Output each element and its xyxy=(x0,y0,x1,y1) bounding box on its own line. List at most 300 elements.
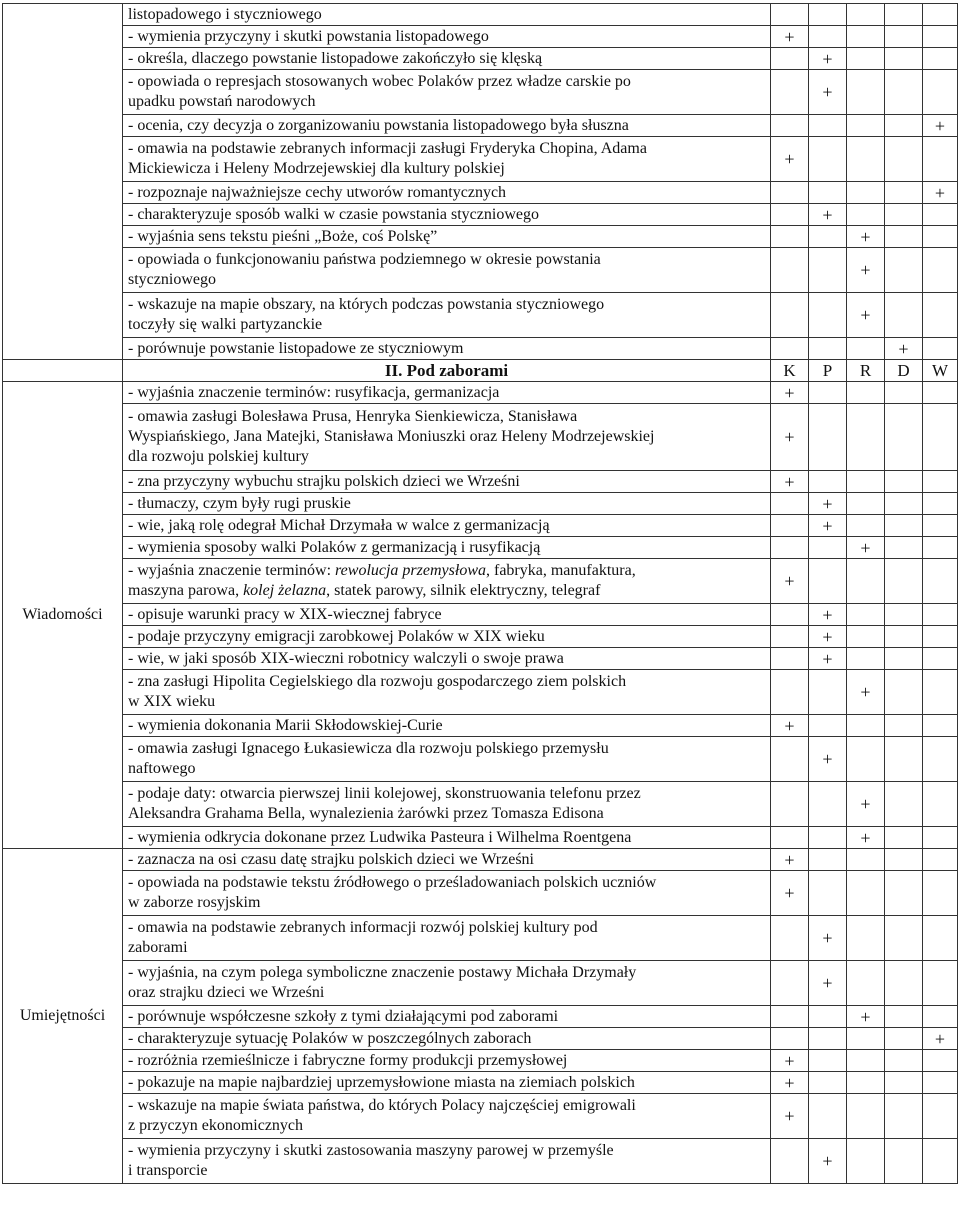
level-cell-empty xyxy=(923,338,958,360)
level-mark-k: + xyxy=(771,715,809,737)
level-cell-empty xyxy=(809,182,847,204)
level-cell-empty xyxy=(771,916,809,961)
level-mark-p: + xyxy=(809,70,847,115)
level-mark-p: + xyxy=(809,604,847,626)
level-cell-empty xyxy=(847,493,885,515)
level-cell-empty xyxy=(771,1006,809,1028)
level-cell-empty xyxy=(885,471,923,493)
level-cell-empty xyxy=(885,515,923,537)
level-cell-empty xyxy=(923,4,958,26)
requirement-line: oraz strajku dzieci we Wrześni xyxy=(128,984,325,1001)
level-cell-empty xyxy=(885,782,923,827)
level-header-w: W xyxy=(923,360,958,382)
level-mark-k: + xyxy=(771,559,809,604)
level-cell-empty xyxy=(847,115,885,137)
requirement-line: - wymienia sposoby walki Polaków z germanizacją i rusyfikacją xyxy=(128,538,541,556)
requirement-line: - wymienia przyczyny i skutki zastosowania maszyny parowej w przemyśle xyxy=(128,1142,614,1159)
level-mark-r: + xyxy=(847,1006,885,1028)
level-cell-empty xyxy=(923,916,958,961)
level-cell-empty xyxy=(809,871,847,916)
level-cell-empty xyxy=(885,1028,923,1050)
requirement-line: Wyspiańskiego, Jana Matejki, Stanisława Moniuszki oraz Heleny Modrzejewskiej xyxy=(128,428,655,445)
table-row xyxy=(3,604,958,626)
requirement-line: - porównuje współczesne szkoły z tymi działającymi pod zaborami xyxy=(128,1007,559,1025)
level-cell-empty xyxy=(923,559,958,604)
level-cell-empty xyxy=(885,626,923,648)
level-cell-empty xyxy=(771,4,809,26)
level-cell-empty xyxy=(809,404,847,471)
requirement-line: - wymienia odkrycia dokonane przez Ludwika Pasteura i Wilhelma Roentgena xyxy=(128,828,632,846)
level-cell-empty xyxy=(885,559,923,604)
level-cell-empty xyxy=(885,293,923,338)
level-header-r: R xyxy=(847,360,885,382)
table-row xyxy=(3,26,958,48)
level-cell-empty xyxy=(923,1006,958,1028)
level-cell-empty xyxy=(809,26,847,48)
level-cell-empty xyxy=(885,849,923,871)
table-row xyxy=(3,115,958,137)
requirement-text xyxy=(123,493,771,515)
level-cell-empty xyxy=(771,961,809,1006)
level-cell-empty xyxy=(809,537,847,559)
level-cell-empty xyxy=(809,1006,847,1028)
level-mark-p: + xyxy=(809,737,847,782)
level-cell-empty xyxy=(847,471,885,493)
level-cell-empty xyxy=(923,849,958,871)
level-cell-empty xyxy=(847,604,885,626)
level-cell-empty xyxy=(847,648,885,670)
level-cell-empty xyxy=(923,737,958,782)
level-mark-w: + xyxy=(923,115,958,137)
requirement-text xyxy=(123,204,771,226)
table-row xyxy=(3,648,958,670)
requirement-line: - omawia zasługi Bolesława Prusa, Henryka Sienkiewicza, Stanisława xyxy=(128,408,578,425)
level-cell-empty xyxy=(847,26,885,48)
requirement-line: z przyczyn ekonomicznych xyxy=(128,1117,304,1134)
requirement-line: toczyły się walki partyzanckie xyxy=(128,316,323,333)
level-cell-empty xyxy=(885,1072,923,1094)
level-cell-empty xyxy=(885,1139,923,1184)
requirement-text xyxy=(123,293,771,338)
level-cell-empty xyxy=(771,115,809,137)
level-mark-p: + xyxy=(809,1139,847,1184)
requirement-line: - opisuje warunki pracy w XIX-wiecznej fabryce xyxy=(128,605,442,623)
level-mark-k: + xyxy=(771,1050,809,1072)
table-row xyxy=(3,626,958,648)
level-cell-empty xyxy=(923,782,958,827)
level-cell-empty xyxy=(809,1050,847,1072)
table-row xyxy=(3,4,958,26)
table-row xyxy=(3,48,958,70)
text-segment: maszyna parowa, xyxy=(128,582,244,599)
level-cell-empty xyxy=(923,515,958,537)
requirement-line: - porównuje powstanie listopadowe ze styczniowym xyxy=(128,339,464,357)
requirement-line: - wymienia przyczyny i skutki powstania listopadowego xyxy=(128,27,489,45)
table-row xyxy=(3,961,958,1006)
table-row xyxy=(3,493,958,515)
requirement-line: - opowiada na podstawie tekstu źródłowego o prześladowaniach polskich uczniów xyxy=(128,874,657,891)
level-cell-empty xyxy=(771,48,809,70)
requirement-line: - wskazuje na mapie świata państwa, do których Polacy najczęściej emigrowali xyxy=(128,1097,636,1114)
level-cell-empty xyxy=(847,70,885,115)
level-mark-p: + xyxy=(809,48,847,70)
level-cell-empty xyxy=(923,471,958,493)
requirement-text xyxy=(123,1050,771,1072)
level-cell-empty xyxy=(847,515,885,537)
requirement-text xyxy=(123,737,771,782)
level-cell-empty xyxy=(847,1139,885,1184)
table-row xyxy=(3,182,958,204)
requirement-line: - określa, dlaczego powstanie listopadowe zakończyło się klęską xyxy=(128,49,543,67)
level-mark-k: + xyxy=(771,1072,809,1094)
requirement-line: i transporcie xyxy=(128,1162,208,1179)
table-row xyxy=(3,404,958,471)
level-cell-empty xyxy=(809,1028,847,1050)
table-row xyxy=(3,293,958,338)
requirement-line: - omawia na podstawie zebranych informacji zasługi Fryderyka Chopina, Adama xyxy=(128,140,647,157)
level-cell-empty xyxy=(885,670,923,715)
level-cell-empty xyxy=(885,648,923,670)
level-cell-empty xyxy=(847,1050,885,1072)
level-mark-r: + xyxy=(847,782,885,827)
level-cell-empty xyxy=(923,293,958,338)
level-cell-empty xyxy=(771,648,809,670)
level-cell-empty xyxy=(809,715,847,737)
requirement-text xyxy=(123,4,771,26)
level-cell-empty xyxy=(771,70,809,115)
requirement-text xyxy=(123,137,771,182)
requirement-line: - wie, w jaki sposób XIX-wieczni robotnicy walczyli o swoje prawa xyxy=(128,649,564,667)
level-mark-k: + xyxy=(771,137,809,182)
requirement-text xyxy=(123,1006,771,1028)
level-cell-empty xyxy=(923,204,958,226)
level-cell-empty xyxy=(885,137,923,182)
table-row xyxy=(3,137,958,182)
level-cell-empty xyxy=(847,338,885,360)
requirement-text xyxy=(123,1072,771,1094)
level-cell-empty xyxy=(923,1072,958,1094)
level-cell-empty xyxy=(847,737,885,782)
table-row xyxy=(3,715,958,737)
requirement-line: - wie, jaką rolę odegrał Michał Drzymała w walce z germanizacją xyxy=(128,516,550,534)
requirement-text xyxy=(123,404,771,471)
level-cell-empty xyxy=(923,827,958,849)
level-cell-empty xyxy=(885,961,923,1006)
level-cell-empty xyxy=(809,559,847,604)
table-row xyxy=(3,782,958,827)
table-row xyxy=(3,471,958,493)
level-cell-empty xyxy=(923,26,958,48)
level-cell-empty xyxy=(809,293,847,338)
level-cell-empty xyxy=(885,204,923,226)
level-cell-empty xyxy=(923,670,958,715)
requirement-line: - opowiada o represjach stosowanych wobec Polaków przez władze carskie po xyxy=(128,73,631,90)
level-mark-k: + xyxy=(771,849,809,871)
requirement-line: - pokazuje na mapie najbardziej uprzemysłowione miasta na ziemiach polskich xyxy=(128,1073,635,1091)
requirement-text xyxy=(123,715,771,737)
level-mark-w: + xyxy=(923,182,958,204)
requirement-text xyxy=(123,648,771,670)
level-cell-empty xyxy=(923,1139,958,1184)
level-cell-empty xyxy=(885,382,923,404)
level-cell-empty xyxy=(923,961,958,1006)
table-row xyxy=(3,537,958,559)
table-row xyxy=(3,226,958,248)
level-cell-empty xyxy=(885,1006,923,1028)
requirement-text xyxy=(123,961,771,1006)
category-label: Umiejętności xyxy=(3,849,123,1184)
text-segment: , statek parowy, silnik elektryczny, telegraf xyxy=(326,582,601,599)
level-cell-empty xyxy=(923,48,958,70)
level-cell-empty xyxy=(847,849,885,871)
level-mark-p: + xyxy=(809,515,847,537)
level-cell-empty xyxy=(885,226,923,248)
requirement-text xyxy=(123,248,771,293)
level-header-p: P xyxy=(809,360,847,382)
level-cell-empty xyxy=(885,182,923,204)
level-cell-empty xyxy=(847,1072,885,1094)
level-cell-empty xyxy=(809,1094,847,1139)
level-cell-empty xyxy=(885,115,923,137)
level-cell-empty xyxy=(771,248,809,293)
level-cell-empty xyxy=(847,1028,885,1050)
requirement-text xyxy=(123,916,771,961)
requirement-line: - opowiada o funkcjonowaniu państwa podziemnego w okresie powstania xyxy=(128,251,601,268)
level-cell-empty xyxy=(885,604,923,626)
level-cell-empty xyxy=(885,70,923,115)
requirement-line: - wyjaśnia sens tekstu pieśni „Boże, coś Polskę” xyxy=(128,227,438,245)
requirement-line: - podaje daty: otwarcia pierwszej linii kolejowej, skonstruowania telefonu przez xyxy=(128,785,641,802)
level-cell-empty xyxy=(847,4,885,26)
table-row xyxy=(3,1050,958,1072)
level-cell-empty xyxy=(809,4,847,26)
level-cell-empty xyxy=(847,204,885,226)
level-cell-empty xyxy=(885,916,923,961)
level-mark-k: + xyxy=(771,404,809,471)
requirement-text xyxy=(123,471,771,493)
level-mark-r: + xyxy=(847,248,885,293)
requirement-line: w XIX wieku xyxy=(128,693,216,710)
level-mark-r: + xyxy=(847,537,885,559)
level-cell-empty xyxy=(847,1094,885,1139)
level-mark-p: + xyxy=(809,493,847,515)
level-mark-p: + xyxy=(809,961,847,1006)
level-cell-empty xyxy=(847,559,885,604)
level-cell-empty xyxy=(771,182,809,204)
level-cell-empty xyxy=(923,404,958,471)
level-cell-empty xyxy=(923,715,958,737)
level-mark-k: + xyxy=(771,382,809,404)
requirement-text xyxy=(123,338,771,360)
level-header-k: K xyxy=(771,360,809,382)
level-cell-empty xyxy=(847,182,885,204)
level-cell-empty xyxy=(809,115,847,137)
table-row xyxy=(3,559,958,604)
level-mark-k: + xyxy=(771,871,809,916)
level-cell-empty xyxy=(847,871,885,916)
section-header-blank xyxy=(3,360,123,382)
table-row xyxy=(3,515,958,537)
level-cell-empty xyxy=(809,1072,847,1094)
level-cell-empty xyxy=(923,70,958,115)
requirement-line: - omawia na podstawie zebranych informacji rozwój polskiej kultury pod xyxy=(128,919,598,936)
level-cell-empty xyxy=(809,248,847,293)
table-row xyxy=(3,916,958,961)
level-cell-empty xyxy=(847,715,885,737)
text-segment: - wyjaśnia znaczenie terminów: xyxy=(128,562,336,579)
level-cell-empty xyxy=(847,626,885,648)
level-cell-empty xyxy=(771,338,809,360)
section-title: II. Pod zaborami xyxy=(123,360,771,382)
level-cell-empty xyxy=(885,1050,923,1072)
level-cell-empty xyxy=(885,827,923,849)
level-mark-w: + xyxy=(923,1028,958,1050)
level-cell-empty xyxy=(885,737,923,782)
level-mark-r: + xyxy=(847,293,885,338)
italic-term: kolej żelazna xyxy=(243,582,327,599)
level-cell-empty xyxy=(809,338,847,360)
level-cell-empty xyxy=(923,604,958,626)
requirement-line: - wymienia dokonania Marii Skłodowskiej-Curie xyxy=(128,716,443,734)
level-mark-r: + xyxy=(847,226,885,248)
level-mark-d: + xyxy=(885,338,923,360)
text-segment: , fabryka, manufaktura, xyxy=(485,562,636,579)
level-cell-empty xyxy=(923,1094,958,1139)
requirement-line: - wyjaśnia znaczenie terminów: rusyfikacja, germanizacja xyxy=(128,383,500,401)
requirement-text xyxy=(123,849,771,871)
requirement-line: - wskazuje na mapie obszary, na których podczas powstania styczniowego xyxy=(128,296,605,313)
requirement-line: - charakteryzuje sposób walki w czasie powstania styczniowego xyxy=(128,205,539,223)
requirement-text xyxy=(123,537,771,559)
level-cell-empty xyxy=(923,626,958,648)
level-cell-empty xyxy=(771,782,809,827)
level-mark-p: + xyxy=(809,204,847,226)
level-cell-empty xyxy=(809,471,847,493)
requirement-line: - rozróżnia rzemieślnicze i fabryczne formy produkcji przemysłowej xyxy=(128,1051,568,1069)
requirement-text xyxy=(123,1094,771,1139)
requirement-text xyxy=(123,26,771,48)
requirement-text xyxy=(123,604,771,626)
table-row xyxy=(3,849,958,871)
requirement-line: listopadowego i styczniowego xyxy=(128,5,322,23)
requirement-line: - omawia zasługi Ignacego Łukasiewicza dla rozwoju polskiego przemysłu xyxy=(128,740,609,757)
requirement-text xyxy=(123,1139,771,1184)
level-cell-empty xyxy=(923,382,958,404)
table-row xyxy=(3,670,958,715)
table-row xyxy=(3,204,958,226)
requirement-line: - zaznacza na osi czasu datę strajku polskich dzieci we Wrześni xyxy=(128,850,534,868)
level-cell-empty xyxy=(809,782,847,827)
level-cell-empty xyxy=(771,537,809,559)
requirement-text xyxy=(123,782,771,827)
requirement-line: Mickiewicza i Heleny Modrzejewskiej dla kultury polskiej xyxy=(128,160,505,177)
level-cell-empty xyxy=(885,715,923,737)
level-cell-empty xyxy=(771,1028,809,1050)
level-mark-r: + xyxy=(847,827,885,849)
requirement-text xyxy=(123,515,771,537)
level-mark-k: + xyxy=(771,26,809,48)
requirement-text xyxy=(123,670,771,715)
requirement-line: w zaborze rosyjskim xyxy=(128,894,261,911)
level-cell-empty xyxy=(847,961,885,1006)
level-cell-empty xyxy=(771,226,809,248)
level-mark-p: + xyxy=(809,626,847,648)
requirement-line: naftowego xyxy=(128,760,196,777)
level-cell-empty xyxy=(923,493,958,515)
requirement-text xyxy=(123,626,771,648)
level-cell-empty xyxy=(885,26,923,48)
level-cell-empty xyxy=(771,204,809,226)
level-cell-empty xyxy=(809,137,847,182)
level-cell-empty xyxy=(847,404,885,471)
level-mark-p: + xyxy=(809,648,847,670)
curriculum-table xyxy=(2,3,958,1184)
requirement-text xyxy=(123,871,771,916)
level-cell-empty xyxy=(923,871,958,916)
level-cell-empty xyxy=(771,493,809,515)
level-mark-k: + xyxy=(771,471,809,493)
requirement-line: styczniowego xyxy=(128,271,216,288)
requirement-line: upadku powstań narodowych xyxy=(128,93,316,110)
level-cell-empty xyxy=(885,404,923,471)
requirement-text xyxy=(123,827,771,849)
requirement-line xyxy=(128,561,765,581)
level-mark-p: + xyxy=(809,916,847,961)
table-row xyxy=(3,248,958,293)
level-cell-empty xyxy=(923,226,958,248)
level-cell-empty xyxy=(885,4,923,26)
table-row xyxy=(3,382,958,404)
level-cell-empty xyxy=(809,382,847,404)
table-row xyxy=(3,1072,958,1094)
level-cell-empty xyxy=(885,1094,923,1139)
requirement-line: - zna przyczyny wybuchu strajku polskich dzieci we Wrześni xyxy=(128,472,520,490)
requirement-line: zaborami xyxy=(128,939,188,956)
level-cell-empty xyxy=(771,670,809,715)
requirement-text xyxy=(123,70,771,115)
level-cell-empty xyxy=(923,1050,958,1072)
italic-term: rewolucja przemysłowa xyxy=(335,562,486,579)
requirement-line xyxy=(128,581,765,601)
level-cell-empty xyxy=(847,48,885,70)
table-row xyxy=(3,1028,958,1050)
requirement-line: - ocenia, czy decyzja o zorganizowaniu powstania listopadowego była słuszna xyxy=(128,116,629,134)
level-mark-k: + xyxy=(771,1094,809,1139)
level-cell-empty xyxy=(809,226,847,248)
level-cell-empty xyxy=(923,648,958,670)
requirement-line: - charakteryzuje sytuację Polaków w poszczególnych zaborach xyxy=(128,1029,532,1047)
category-label: Wiadomości xyxy=(3,382,123,849)
requirement-text xyxy=(123,48,771,70)
level-cell-empty xyxy=(771,827,809,849)
requirement-text xyxy=(123,1028,771,1050)
table-row xyxy=(3,827,958,849)
requirement-line: Aleksandra Grahama Bella, wynalezienia żarówki przez Tomasza Edisona xyxy=(128,805,604,822)
table-row xyxy=(3,737,958,782)
level-cell-empty xyxy=(809,827,847,849)
level-cell-empty xyxy=(771,515,809,537)
requirement-line: - rozpoznaje najważniejsze cechy utworów romantycznych xyxy=(128,183,507,201)
table-row xyxy=(3,1006,958,1028)
level-cell-empty xyxy=(885,493,923,515)
level-cell-empty xyxy=(847,382,885,404)
requirement-line: - tłumaczy, czym były rugi pruskie xyxy=(128,494,351,512)
category-cell xyxy=(3,4,123,360)
level-cell-empty xyxy=(771,1139,809,1184)
requirement-line: dla rozwoju polskiej kultury xyxy=(128,448,309,465)
requirement-line: - podaje przyczyny emigracji zarobkowej Polaków w XIX wieku xyxy=(128,627,545,645)
level-cell-empty xyxy=(771,737,809,782)
